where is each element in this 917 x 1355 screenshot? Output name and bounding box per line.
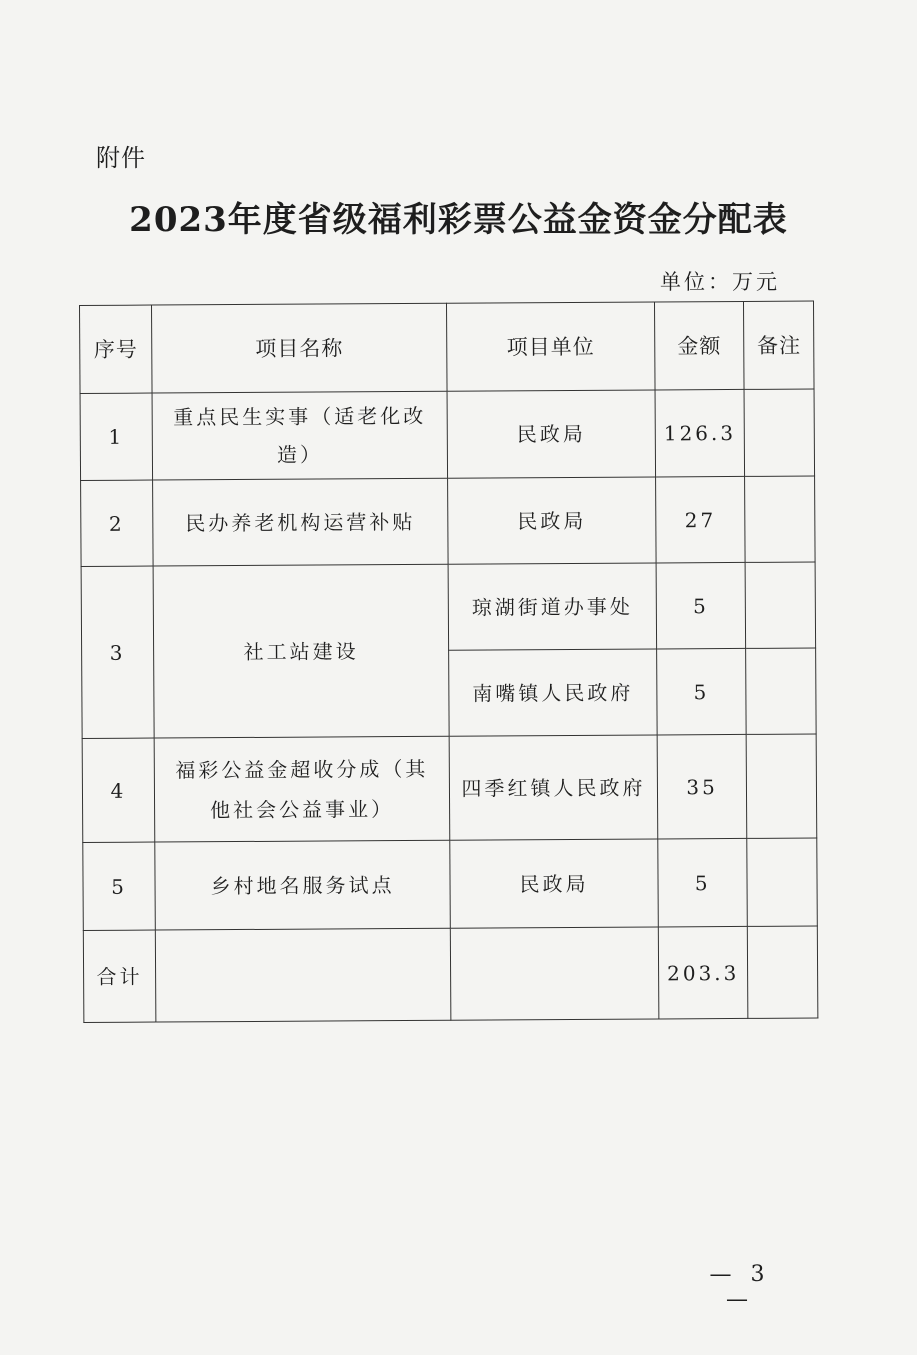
col-header-amount: 金额 xyxy=(654,301,744,390)
total-unit xyxy=(450,927,659,1020)
cell-unit: 民政局 xyxy=(447,390,656,478)
cell-no: 4 xyxy=(82,738,155,842)
cell-amount: 5 xyxy=(657,648,747,735)
total-amount: 203.3 xyxy=(658,926,748,1019)
cell-name: 社工站建设 xyxy=(153,564,449,738)
cell-note xyxy=(746,648,817,734)
cell-name: 福彩公益金超收分成（其他社会公益事业） xyxy=(154,736,450,842)
unit-note: 单位：万元 xyxy=(660,270,780,294)
cell-note xyxy=(744,389,815,476)
cell-note xyxy=(747,838,818,926)
cell-name: 乡村地名服务试点 xyxy=(155,840,451,930)
page-number: — 3 — xyxy=(709,1262,771,1312)
allocation-table xyxy=(79,301,819,1023)
cell-note xyxy=(745,476,816,562)
table-row xyxy=(81,476,816,566)
cell-no: 3 xyxy=(81,566,154,738)
table-row xyxy=(81,562,816,652)
cell-amount: 5 xyxy=(658,838,748,927)
col-header-note: 备注 xyxy=(744,301,815,389)
cell-name: 民办养老机构运营补贴 xyxy=(153,478,449,566)
table-total-row xyxy=(83,926,818,1022)
total-label: 合计 xyxy=(83,930,156,1022)
cell-amount: 5 xyxy=(656,562,746,649)
table-row xyxy=(82,734,817,842)
cell-unit: 四季红镇人民政府 xyxy=(449,735,658,840)
cell-amount: 35 xyxy=(657,734,747,839)
total-note xyxy=(748,926,819,1018)
table-header-row xyxy=(80,301,815,393)
total-name xyxy=(155,928,451,1022)
cell-no: 2 xyxy=(81,480,154,566)
document-title: 2023年度省级福利彩票公益金资金分配表 xyxy=(129,200,788,240)
attachment-label: 附件 xyxy=(96,144,146,172)
col-header-unit: 项目单位 xyxy=(446,302,655,391)
cell-note xyxy=(745,562,816,648)
table-row xyxy=(80,389,815,480)
cell-unit: 琼湖街道办事处 xyxy=(448,563,657,650)
table-row xyxy=(83,838,818,930)
col-header-no: 序号 xyxy=(80,305,153,393)
cell-no: 5 xyxy=(83,842,156,930)
cell-unit: 民政局 xyxy=(448,477,657,564)
cell-unit: 民政局 xyxy=(450,839,659,928)
cell-amount: 27 xyxy=(656,476,746,563)
cell-no: 1 xyxy=(80,393,153,480)
cell-amount: 126.3 xyxy=(655,389,745,477)
cell-unit: 南嘴镇人民政府 xyxy=(449,649,658,736)
cell-note xyxy=(746,734,817,838)
col-header-name: 项目名称 xyxy=(152,303,448,393)
cell-name: 重点民生实事（适老化改造） xyxy=(152,391,448,480)
